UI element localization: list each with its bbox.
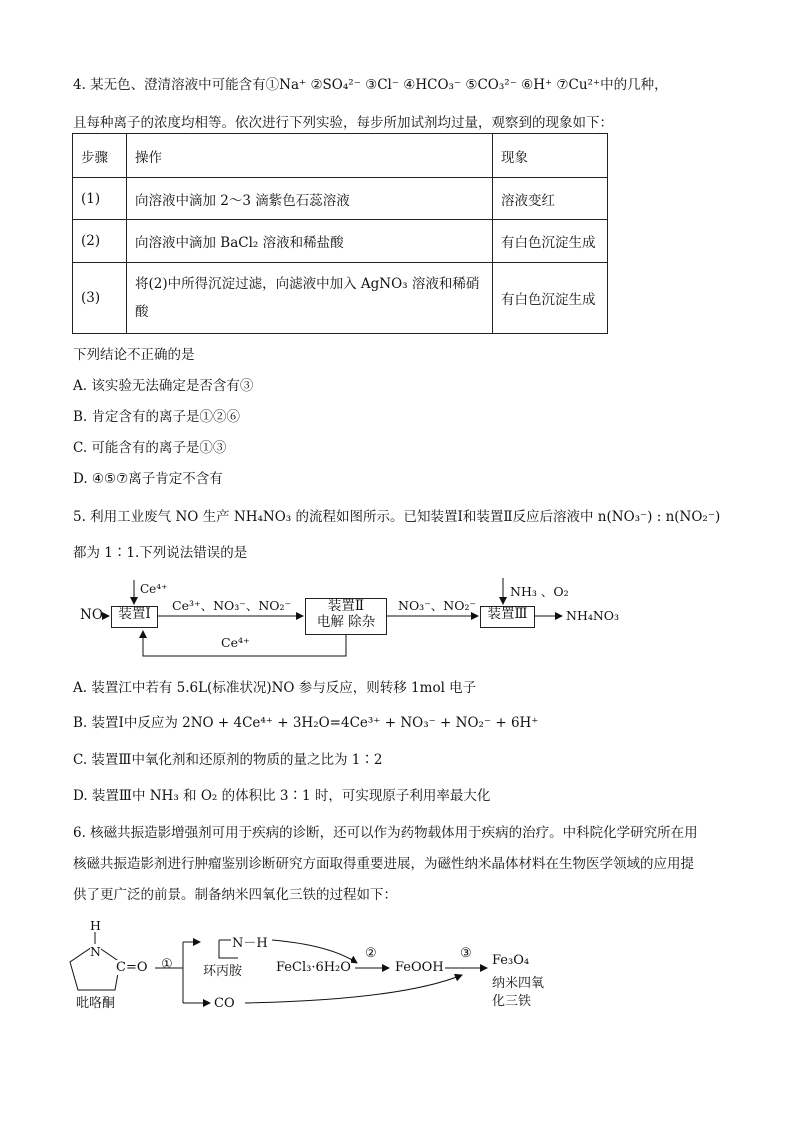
device-2-line1: 装置Ⅱ (327, 598, 365, 614)
scheme-product-line1: 纳米四氧 (492, 976, 545, 991)
q4-stem-line2: 且每种离子的浓度均相等。依次进行下列实验，每步所加试剂均过量，观察到的现象如下： (73, 115, 613, 131)
scheme-carbonyl: C=O (116, 960, 148, 975)
q5-option-b: B. 装置Ⅰ中反应为 2NO + 4Ce⁴⁺ + 3H₂O=4Ce³⁺ + NO₃⁻ + NO₂⁻ + 6H⁺ (73, 715, 539, 731)
scheme-aziridine-label: 环丙胺 (203, 964, 243, 979)
scheme-product-line2: 化三铁 (492, 994, 532, 1009)
flow-product: NH₄NO₃ (566, 608, 620, 623)
device-1-box: 装置Ⅰ (111, 606, 158, 628)
q6-stem-line1: 6. 核磁共振造影增强剂可用于疾病的诊断，还可以作为药物载体用于疾病的治疗。中科院化学研究所在用 (73, 825, 698, 841)
q6-stem-line2: 核磁共振造影剂进行肿瘤鉴别诊断研究方面取得重要进展，为磁性纳米晶体材料在生物医学领域的应用提 (73, 856, 694, 872)
scheme-co: CO (214, 996, 235, 1011)
q5-option-c: C. 装置Ⅲ中氧化剂和还原剂的物质的量之比为 1∶2 (73, 752, 383, 768)
header-step: 步骤 (73, 134, 127, 178)
flow-nh3-o2: NH₃ 、O₂ (510, 584, 569, 599)
arrow-co-fe3o4 (245, 975, 462, 1003)
flow-ce4-top: Ce⁴⁺ (140, 582, 168, 596)
row-operation: 向溶液中滴加 2～3 滴紫色石蕊溶液 (127, 178, 493, 220)
flow-no-label: NO (80, 607, 103, 623)
scheme-n-atom: N (90, 944, 101, 959)
flow-arrow1-label: Ce³⁺、NO₃⁻、NO₂⁻ (172, 598, 292, 613)
q4-question: 下列结论不正确的是 (73, 347, 195, 363)
q4-option-b: B. 肯定含有的离子是①②⑥ (73, 409, 241, 425)
row-result: 有白色沉淀生成 (493, 220, 608, 263)
q4-option-a: A. 该实验无法确定是否含有③ (73, 378, 254, 394)
flow-ce4-return: Ce⁴⁺ (221, 635, 250, 650)
device-2-box (305, 598, 387, 635)
q4-stem-line1: 4. 某无色、澄清溶液中可能含有①Na⁺ ②SO₄²⁻ ③Cl⁻ ④HCO₃⁻ ⑤CO₃²⁻ ⑥H⁺ ⑦Cu²⁺中的几种， (73, 77, 668, 93)
row-result: 有白色沉淀生成 (493, 263, 608, 334)
flow-arrow2-label: NO₃⁻、NO₂⁻ (398, 598, 477, 613)
row-operation-line2: 酸 (135, 304, 149, 320)
device-3-box: 装置Ⅲ (480, 606, 535, 628)
scheme-fe3o4: Fe₃O₄ (492, 953, 530, 968)
q5-stem-line2: 都为 1∶1.下列说法错误的是 (73, 545, 248, 561)
header-operation: 操作 (127, 134, 493, 178)
q6-stem-line3: 供了更广泛的前景。制备纳米四氧化三铁的过程如下： (73, 887, 397, 903)
scheme-feooh: FeOOH (395, 960, 444, 975)
row-step: (3) (73, 263, 127, 334)
device-2-line2: 电解 除杂 (316, 613, 376, 630)
q4-option-d: D. ④⑤⑦离子肯定不含有 (73, 471, 223, 487)
q5-option-d: D. 装置Ⅲ中 NH₃ 和 O₂ 的体积比 3∶1 时，可实现原子利用率最大化 (73, 788, 491, 804)
row-operation: 向溶液中滴加 BaCl₂ 溶液和稀盐酸 (127, 220, 493, 263)
scheme-step3: ③ (460, 946, 472, 961)
scheme-h-atom: H (90, 918, 101, 933)
q4-option-c: C. 可能含有的离子是①③ (73, 440, 227, 456)
scheme-step2: ② (365, 946, 377, 961)
row-step: (1) (73, 178, 127, 220)
scheme-aziridine-nh: N－H (232, 936, 268, 951)
scheme-pyrrolidone-label: 吡咯酮 (76, 996, 116, 1011)
row-result: 溶液变红 (493, 178, 608, 220)
scheme-step1: ① (161, 957, 173, 972)
row-operation-line1: 将(2)中所得沉淀过滤，向滤液中加入 AgNO₃ 溶液和稀硝 (135, 276, 480, 292)
q5-stem-line1: 5. 利用工业废气 NO 生产 NH₄NO₃ 的流程如图所示。已知装置Ⅰ和装置Ⅱ反应后溶液中 n(NO₃⁻) : n(NO₂⁻) (73, 509, 721, 525)
q5-option-a: A. 装置江中若有 5.6L(标准状况)NO 参与反应，则转移 1mol 电子 (73, 680, 477, 696)
scheme-fecl3: FeCl₃·6H₂O (276, 960, 351, 975)
row-step: (2) (73, 220, 127, 263)
header-result: 现象 (493, 134, 608, 178)
